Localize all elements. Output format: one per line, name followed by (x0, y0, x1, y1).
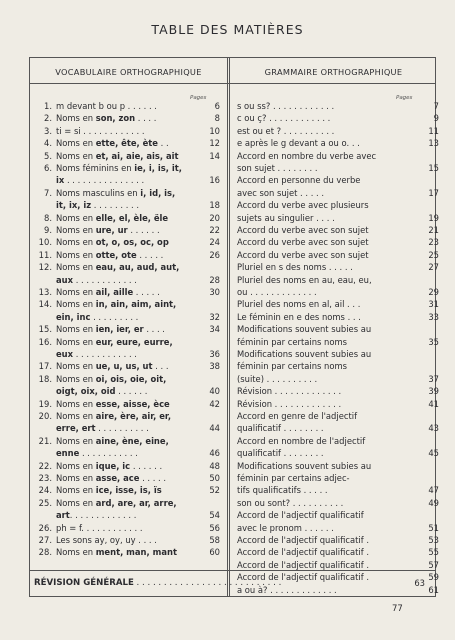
item-page: 41 (428, 398, 439, 409)
item-page: 57 (428, 559, 439, 570)
item-number: 3. (44, 125, 52, 136)
item-page: 56 (209, 522, 220, 533)
item-endings: et, ai, aie, ais, ait (95, 150, 179, 161)
item-text (56, 201, 139, 210)
item-prefix: Noms en (56, 287, 96, 297)
item-number: 6. (44, 163, 52, 173)
item-page: 30 (209, 287, 220, 297)
item-text: qualificatif . . . . . . . . (237, 448, 324, 459)
item-page: 18 (209, 200, 220, 211)
item-prefix: Noms en (56, 361, 96, 372)
revision-row (34, 579, 281, 588)
item-number: 10. (38, 237, 52, 248)
item-number: 15. (38, 324, 52, 335)
item-prefix: Noms en (56, 547, 96, 558)
item-number: 25. (38, 497, 52, 508)
item-text: Modifications souvent subies au (237, 324, 372, 335)
item-number: 13. (38, 287, 52, 297)
item-page: 13 (428, 138, 439, 149)
item-text (56, 449, 138, 458)
item-number: 2. (44, 113, 52, 124)
item-prefix: Noms en (56, 237, 96, 248)
item-page: 31 (428, 299, 439, 310)
item-number: 17. (38, 361, 52, 372)
item-text: Les sons ay, oy, uy . . . . (56, 535, 157, 545)
item-page: 46 (209, 448, 220, 459)
item-dots: . . . . . . (127, 225, 160, 235)
item-text: Accord du verbe avec plusieurs (237, 200, 369, 211)
item-dots: . . . . . (133, 287, 160, 297)
item-text: Pluriel des noms en al, ail . . . (237, 299, 361, 310)
item-text: Accord de l'adjectif qualificatif . (237, 572, 370, 583)
item-dots: . . . . . . . . . . . . (73, 274, 137, 285)
item-prefix: Noms en (56, 249, 96, 260)
item-endings: ot, o, os, oc, op (95, 237, 169, 248)
item-page: 59 (428, 572, 439, 583)
item-text: avec le pronom . . . . . . (237, 522, 334, 533)
item-page: 32 (209, 311, 220, 322)
item-prefix: Noms en (56, 212, 96, 223)
item-endings: oi, ois, oie, oit, (95, 373, 167, 384)
item-prefix: Noms en (56, 398, 96, 409)
item-text (56, 511, 136, 520)
item-number: 11. (38, 249, 52, 260)
pages-label-right: Pages (396, 95, 413, 101)
item-prefix: Noms en (56, 435, 96, 446)
column-divider (227, 58, 228, 596)
item-number: 20. (38, 411, 52, 421)
item-text (56, 313, 138, 322)
item-text (56, 238, 169, 247)
item-text: Pluriel des noms en au, eau, eu, (237, 274, 372, 285)
item-text (56, 164, 182, 173)
item-text (56, 226, 160, 235)
item-dots: . . . . . (139, 473, 167, 483)
item-page: 14 (209, 150, 220, 161)
item-prefix: Noms en (56, 138, 96, 149)
item-page: 27 (428, 262, 439, 273)
item-prefix: Noms en (56, 485, 96, 496)
item-page: 28 (209, 274, 220, 285)
item-text: s ou ss? . . . . . . . . . . . . (237, 101, 335, 111)
item-endings: ie, i, is, it, (134, 163, 182, 173)
item-number: 14. (38, 299, 52, 310)
item-text (56, 362, 169, 371)
item-endings: ue, u, us, ut (95, 361, 153, 372)
item-prefix: Noms en (56, 299, 96, 310)
item-page: 53 (428, 535, 439, 545)
item-text (56, 251, 163, 260)
item-page: 26 (209, 249, 220, 260)
item-page: 38 (209, 361, 220, 372)
item-text (56, 176, 144, 185)
item-dots: . . . . . . . . . . (95, 423, 149, 434)
item-text (56, 387, 147, 396)
item-text: Accord en personne du verbe (237, 175, 361, 186)
item-page: 47 (428, 485, 439, 496)
item-page: 54 (209, 510, 220, 521)
item-page: 55 (428, 547, 439, 558)
item-endings: eur, eure, eurre, (95, 336, 173, 347)
item-page: 50 (209, 473, 220, 483)
item-text (56, 288, 160, 297)
page-title: TABLE DES MATIÈRES (151, 22, 304, 37)
item-page: 60 (209, 547, 220, 558)
item-number: 19. (38, 398, 52, 409)
item-text: ph = f. . . . . . . . . . . . (56, 522, 143, 533)
item-endings: otte, ote (95, 249, 137, 260)
item-text: Accord en genre de l'adjectif (237, 411, 358, 421)
item-text (56, 437, 169, 446)
revision-page: 63 (414, 578, 425, 588)
item-text: son sujet . . . . . . . . (237, 163, 318, 173)
item-text: Accord de l'adjectif qualificatif (237, 510, 364, 521)
item-dots: . . (158, 138, 169, 149)
item-prefix: Noms en (56, 225, 96, 235)
item-number: 24. (38, 485, 52, 496)
item-dots: . . . . . . . . . (91, 200, 140, 211)
item-text: Accord de l'adjectif qualificatif . (237, 559, 370, 570)
item-page: 52 (209, 485, 220, 496)
item-endings: ure, ur (95, 225, 128, 235)
item-page: 42 (209, 398, 220, 409)
item-page: 21 (428, 225, 439, 235)
item-number: 22. (38, 460, 52, 471)
item-dots: . . . . (135, 113, 157, 124)
item-text: (suite) . . . . . . . . . . (237, 373, 318, 384)
item-dots: . . . . . . (115, 386, 148, 397)
item-text: e après le g devant a ou o. . . (237, 138, 360, 149)
item-text (56, 412, 171, 421)
item-text: Accord du verbe avec son sujet (237, 249, 369, 260)
item-prefix: Noms en (56, 150, 96, 161)
item-number: 27. (38, 535, 52, 545)
item-prefix: Noms en (56, 411, 96, 421)
item-dots: . . . . . (136, 249, 164, 260)
item-endings: erre, ert (56, 423, 96, 434)
item-text: avec son sujet . . . . . (237, 187, 325, 198)
item-endings: in, ain, aim, aint, (95, 299, 177, 310)
item-text: Révision . . . . . . . . . . . . . (237, 398, 342, 409)
table-of-contents (29, 57, 439, 597)
item-page: 8 (214, 113, 220, 124)
item-prefix: Noms en (56, 336, 96, 347)
header-vocabulaire: VOCABULAIRE ORTHOGRAPHIQUE (55, 67, 202, 77)
item-page: 37 (428, 373, 439, 384)
item-prefix: Noms en (56, 262, 96, 273)
item-text: sujets au singulier . . . . (237, 212, 335, 223)
item-page: 58 (209, 535, 220, 545)
item-text: Pluriel en s des noms . . . . . (237, 262, 353, 273)
header-grammaire: GRAMMAIRE ORTHOGRAPHIQUE (264, 67, 403, 77)
revision-label: RÉVISION GÉNÉRALE (34, 578, 134, 588)
item-dots: . . . . . . (130, 460, 163, 471)
item-endings: elle, el, èle, ële (95, 212, 169, 223)
item-dots: . . . . . . . . . . . . . (69, 510, 137, 521)
item-text: qualificatif . . . . . . . . (237, 423, 324, 434)
item-endings: ette, ête, ète (95, 138, 158, 149)
item-page: 25 (428, 249, 439, 260)
item-dots: . . . . . . . . . . . . (73, 349, 137, 359)
item-page: 39 (428, 386, 439, 397)
item-prefix: Noms féminins en (56, 163, 135, 173)
item-text (56, 276, 137, 285)
item-number: 26. (38, 522, 52, 533)
item-dots: . . . . . . . . . (90, 311, 139, 322)
item-page: 23 (428, 237, 439, 248)
item-endings: ein, inc (56, 311, 91, 322)
item-page: 6 (214, 101, 220, 111)
column-divider-double (229, 58, 230, 596)
item-text: tifs qualificatifs . . . . . (237, 485, 328, 496)
item-endings: enne (56, 448, 80, 459)
item-text: Accord du verbe avec son sujet (237, 237, 369, 248)
item-text (56, 114, 156, 123)
item-page: 34 (209, 324, 220, 335)
item-text: est ou et ? . . . . . . . . . . (237, 125, 335, 136)
item-endings: ix (56, 175, 65, 186)
item-text (56, 548, 177, 557)
item-text (56, 338, 173, 347)
item-number: 5. (44, 150, 52, 161)
item-text (56, 263, 179, 272)
item-page: 49 (428, 497, 439, 508)
item-page: 11 (428, 125, 439, 136)
item-endings: esse, aisse, èce (95, 398, 170, 409)
item-text: Accord en nombre du verbe avec (237, 150, 377, 161)
item-text: ti = si . . . . . . . . . . . . (56, 125, 145, 136)
item-endings: son, zon (95, 113, 136, 124)
item-page: 51 (428, 522, 439, 533)
item-page: 20 (209, 212, 220, 223)
item-text: Modifications souvent subies au (237, 349, 372, 359)
item-text: Accord de l'adjectif qualificatif . (237, 547, 370, 558)
item-dots: . . . (152, 361, 169, 372)
item-text: Modifications souvent subies au (237, 460, 372, 471)
revision-divider (30, 570, 435, 571)
item-page: 36 (209, 349, 220, 359)
item-endings: ment, man, mant (95, 547, 177, 558)
item-number: 28. (38, 547, 52, 558)
item-endings: oigt, oix, oid (56, 386, 116, 397)
item-endings: aine, ène, eine, (95, 435, 169, 446)
item-endings: aire, ère, air, er, (95, 411, 171, 421)
item-page: 10 (209, 125, 220, 136)
item-text (56, 400, 170, 409)
item-endings: eau, au, aud, aut, (95, 262, 180, 273)
item-endings: it, ix, iz (56, 200, 92, 211)
item-text (56, 486, 162, 495)
item-number: 21. (38, 435, 52, 446)
item-text (56, 499, 177, 508)
item-text (56, 152, 179, 161)
header-divider (30, 83, 435, 84)
item-text: féminin par certains adjec- (237, 473, 350, 483)
item-text: Accord du verbe avec son sujet (237, 225, 369, 235)
item-endings: aux (56, 274, 74, 285)
item-page: 12 (209, 138, 220, 149)
item-page: 15 (428, 163, 439, 173)
item-endings: i, id, is, (140, 187, 176, 198)
item-text: ou . . . . . . . . . . . . . (237, 287, 317, 297)
item-text: Révision . . . . . . . . . . . . . (237, 386, 342, 397)
page-number: 77 (392, 604, 403, 614)
item-page: 7 (433, 101, 439, 111)
item-dots: . . . . . . . . . . . (79, 448, 138, 459)
pages-label-left: Pages (190, 95, 207, 101)
item-number: 1. (44, 101, 52, 111)
item-text (56, 375, 166, 384)
item-text: féminin par certains noms (237, 361, 347, 372)
item-page: 16 (209, 175, 220, 186)
item-number: 4. (44, 138, 52, 149)
item-endings: eux (56, 349, 74, 359)
item-number: 8. (44, 212, 52, 223)
item-text: Accord en nombre de l'adjectif (237, 435, 366, 446)
item-endings: ien, ier, er (95, 324, 144, 335)
item-page: 43 (428, 423, 439, 434)
item-text: m devant b ou p . . . . . . (56, 101, 157, 111)
item-page: 24 (209, 237, 220, 248)
item-text (56, 462, 162, 471)
item-page: 40 (209, 386, 220, 397)
item-page: 35 (428, 336, 439, 347)
item-dots: . . . . . . . . . . . . . . . (64, 175, 145, 186)
item-text (56, 189, 175, 198)
item-prefix: Noms en (56, 324, 96, 335)
item-page: 22 (209, 225, 220, 235)
item-page: 17 (428, 187, 439, 198)
item-endings: asse, ace (95, 473, 140, 483)
item-endings: ail, aille (95, 287, 134, 297)
item-prefix: Noms en (56, 460, 96, 471)
item-page: 19 (428, 212, 439, 223)
item-number: 7. (44, 187, 52, 198)
item-text: Accord de l'adjectif qualificatif . (237, 535, 370, 545)
item-page: 29 (428, 287, 439, 297)
item-page: 48 (209, 460, 220, 471)
item-text (56, 214, 168, 223)
revision-dots: . . . . . . . . . . . . . . . . . . . . . . . . . . . (133, 578, 282, 588)
item-page: 9 (433, 113, 439, 124)
item-page: 61 (428, 584, 439, 595)
item-number: 23. (38, 473, 52, 483)
item-page: 33 (428, 311, 439, 322)
item-prefix: Noms en (56, 473, 96, 483)
item-page: 45 (428, 448, 439, 459)
item-text (56, 139, 169, 148)
item-text: Le féminin en e des noms . . . (237, 311, 361, 322)
item-number: 18. (38, 373, 52, 384)
item-endings: ice, isse, is, ïs (95, 485, 162, 496)
item-text (56, 300, 176, 309)
item-number: 9. (44, 225, 52, 235)
item-endings: art (56, 510, 70, 521)
item-text: son ou sont? . . . . . . . . . . (237, 497, 344, 508)
item-text: féminin par certains noms (237, 336, 347, 347)
item-number: 12. (38, 262, 52, 273)
item-endings: ard, are, ar, arre, (95, 497, 177, 508)
item-number: 16. (38, 336, 52, 347)
item-text (56, 350, 137, 359)
item-endings: ique, ic (95, 460, 131, 471)
item-prefix: Noms en (56, 497, 96, 508)
item-prefix: Noms en (56, 113, 96, 124)
item-text: a ou à? . . . . . . . . . . . . . (237, 584, 337, 595)
item-text (56, 474, 166, 483)
item-text (56, 424, 149, 433)
item-page: 44 (209, 423, 220, 434)
item-text (56, 325, 165, 334)
item-text: c ou ç? . . . . . . . . . . . . (237, 113, 331, 124)
item-prefix: Noms masculins en (56, 187, 141, 198)
item-prefix: Noms en (56, 373, 96, 384)
item-dots: . . . . (143, 324, 165, 335)
